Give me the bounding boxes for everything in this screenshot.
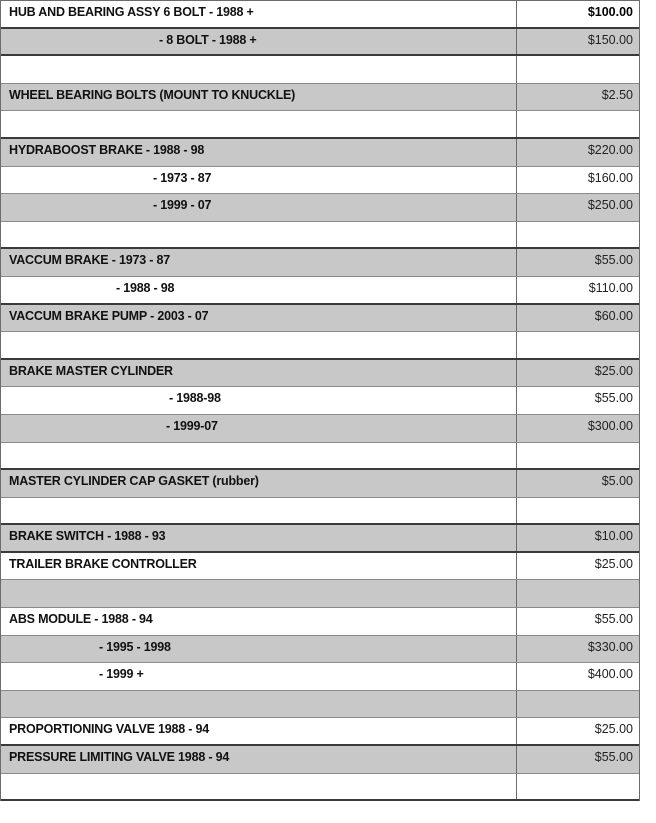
part-price (517, 222, 639, 248)
part-description: - 1999-07 (1, 415, 517, 442)
part-description: BRAKE SWITCH - 1988 - 93 (1, 525, 517, 551)
part-price: $10.00 (594, 529, 633, 544)
part-description: HYDRABOOST BRAKE - 1988 - 98 (1, 139, 517, 166)
part-description: - 1995 - 1998 (1, 636, 517, 663)
part-description (1, 56, 517, 83)
table-row (1, 84, 639, 112)
table-row (1, 774, 639, 802)
part-price: $55.00 (594, 612, 633, 627)
part-description: PROPORTIONING VALVE 1988 - 94 (1, 718, 517, 744)
part-description: TRAILER BRAKE CONTROLLER (1, 553, 517, 580)
part-description: - 1988-98 (1, 387, 517, 414)
part-description: - 1973 - 87 (1, 167, 517, 194)
part-price: $55.00 (594, 391, 633, 406)
table-row (1, 305, 639, 333)
table-row (1, 29, 639, 57)
part-price (517, 691, 639, 718)
part-price (517, 498, 639, 524)
part-price (517, 111, 639, 137)
table-row (1, 746, 639, 774)
table-row (1, 553, 639, 581)
table-row (1, 139, 639, 167)
part-description: VACCUM BRAKE - 1973 - 87 (1, 249, 517, 276)
part-price: $55.00 (594, 750, 633, 765)
table-row (1, 111, 639, 139)
part-description (1, 222, 517, 248)
part-price (517, 56, 639, 83)
part-price (517, 332, 639, 358)
table-row (1, 360, 639, 388)
table-row (1, 167, 639, 195)
table-row (1, 443, 639, 471)
part-description: WHEEL BEARING BOLTS (MOUNT TO KNUCKLE) (1, 84, 517, 111)
part-description (1, 691, 517, 718)
part-description (1, 580, 517, 607)
table-row (1, 332, 639, 360)
part-price: $160.00 (587, 170, 633, 185)
part-price: $150.00 (587, 32, 633, 47)
part-description: HUB AND BEARING ASSY 6 BOLT - 1988 + (1, 1, 517, 27)
table-row (1, 277, 639, 305)
table-row (1, 608, 639, 636)
part-price: $100.00 (587, 5, 633, 19)
part-price: $250.00 (587, 198, 633, 213)
part-description: MASTER CYLINDER CAP GASKET (rubber) (1, 470, 517, 497)
table-row (1, 249, 639, 277)
part-price: $60.00 (594, 308, 633, 323)
table-row (1, 498, 639, 526)
part-price: $55.00 (594, 253, 633, 268)
table-row (1, 56, 639, 84)
part-price: $220.00 (587, 142, 633, 157)
part-price: $300.00 (587, 418, 633, 433)
part-price (517, 774, 639, 800)
table-row (1, 663, 639, 691)
part-description: - 1988 - 98 (1, 277, 517, 303)
table-row (1, 387, 639, 415)
table-row (1, 580, 639, 608)
part-description: - 1999 - 07 (1, 194, 517, 221)
part-price: $2.50 (601, 87, 633, 102)
part-price: $25.00 (594, 556, 633, 571)
part-price (517, 580, 639, 607)
table-row (1, 718, 639, 746)
part-price: $25.00 (594, 363, 633, 378)
part-description (1, 498, 517, 524)
table-row (1, 636, 639, 664)
part-description (1, 111, 517, 137)
part-description: - 1999 + (1, 663, 517, 690)
part-price: $330.00 (587, 639, 633, 654)
part-description (1, 443, 517, 469)
table-row (1, 222, 639, 250)
part-description (1, 774, 517, 800)
table-row (1, 470, 639, 498)
part-description: VACCUM BRAKE PUMP - 2003 - 07 (1, 305, 517, 332)
part-price: $400.00 (587, 667, 633, 682)
part-description (1, 332, 517, 358)
table-row (1, 691, 639, 719)
part-price: $25.00 (594, 722, 633, 737)
part-price: $5.00 (601, 474, 633, 489)
table-row (1, 415, 639, 443)
part-price: $110.00 (588, 280, 633, 295)
part-description: PRESSURE LIMITING VALVE 1988 - 94 (1, 746, 517, 773)
table-row (1, 194, 639, 222)
part-description: BRAKE MASTER CYLINDER (1, 360, 517, 387)
part-price (517, 443, 639, 469)
part-description: - 8 BOLT - 1988 + (1, 29, 517, 55)
table-row (1, 525, 639, 553)
table-row (1, 1, 639, 29)
part-description: ABS MODULE - 1988 - 94 (1, 608, 517, 635)
